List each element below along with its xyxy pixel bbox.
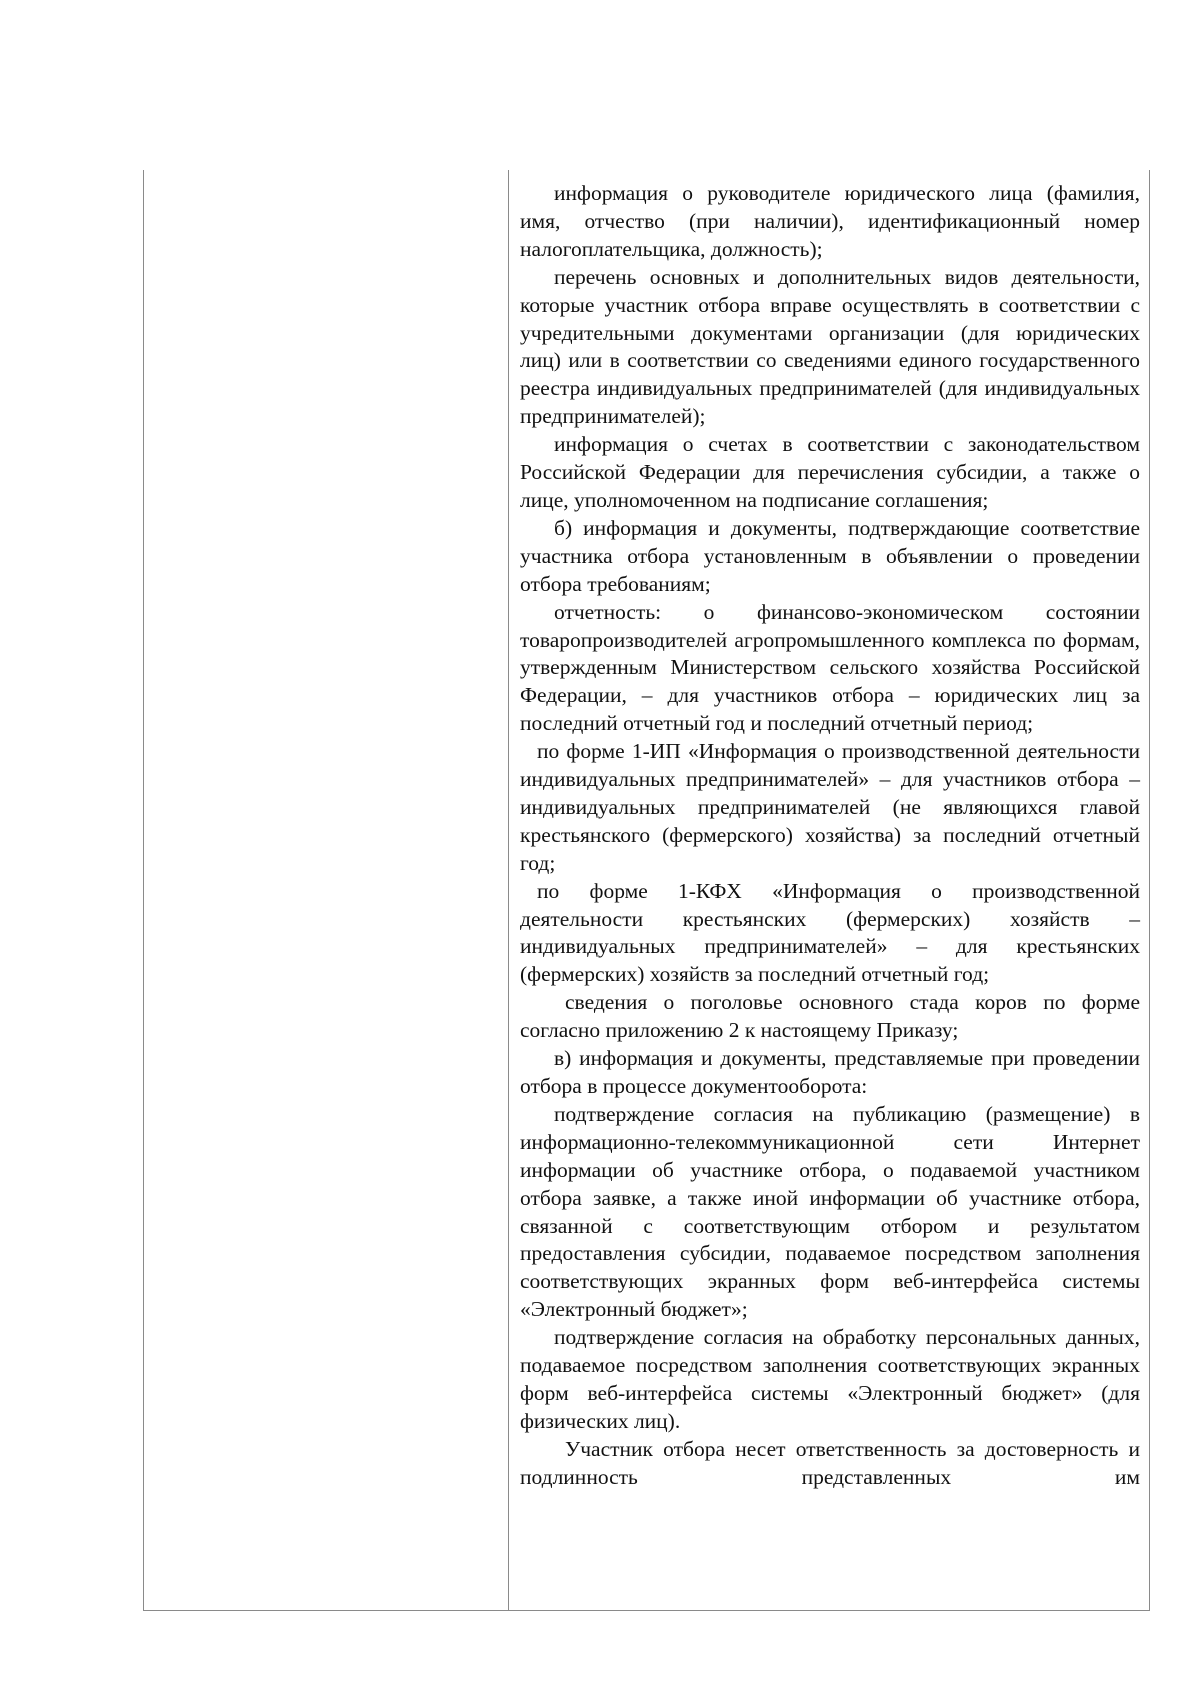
paragraph-reporting: отчетность: о финансово-экономическом состоянии товаропроизводителей агропромышленного комплекса по формам, утвержденным Министерством сельского хозяйства Российской Федерации, – для участников отбора – юридических лиц за последний отчетный год и последний отчетный период; bbox=[520, 599, 1140, 736]
paragraph-head-info: информация о руководителе юридического лица (фамилия, имя, отчество (при наличии), идентификационный номер налогоплательщика, должность); bbox=[520, 181, 1140, 261]
paragraph-responsibility: Участник отбора несет ответственность за достоверность и подлинность представленных им bbox=[520, 1436, 1140, 1489]
column-divider bbox=[508, 170, 509, 1610]
right-column-cell bbox=[520, 180, 1140, 1492]
paragraph-personal-data-consent: подтверждение согласия на обработку персональных данных, подаваемое посредством заполнения соответствующих экранных форм веб-интерфейса системы «Электронный бюджет» (для физических лиц). bbox=[520, 1325, 1140, 1433]
paragraph-publication-consent: подтверждение согласия на публикацию (размещение) в информационно-телекоммуникационной сети Интернет информации об участнике отбора, о подаваемой участником отбора заявке, а также иной информации об участнике отбора, связанной с соответствующим отбором и результатом предоставления субсидии, подаваемое посредством заполнения соответствующих экранных форм веб-интерфейса системы «Электронный бюджет»; bbox=[520, 1101, 1140, 1322]
document-table bbox=[143, 170, 1150, 1611]
paragraph-livestock: сведения о поголовье основного стада коров по форме согласно приложению 2 к настоящему Приказу; bbox=[520, 990, 1140, 1043]
paragraph-item-b: б) информация и документы, подтверждающие соответствие участника отбора установленным в объявлении о проведении отбора требованиям; bbox=[520, 515, 1140, 596]
paragraph-accounts-info: информация о счетах в соответствии с законодательством Российской Федерации для перечисления субсидии, а также о лице, уполномоченном на подписание соглашения; bbox=[520, 432, 1140, 512]
paragraph-form-1ip: по форме 1-ИП «Информация о производственной деятельности индивидуальных предпринимателей» – для участников отбора – индивидуальных предпринимателей (не являющихся главой крестьянского (фермерского) хозяйства) за последний отчетный год; bbox=[520, 739, 1140, 875]
paragraph-activity-list: перечень основных и дополнительных видов деятельности, которые участник отбора вправе осуществлять в соответствии с учредительными документами организации (для юридических лиц) или в соответствии со сведениями единого государственного реестра индивидуальных предпринимателей (для индивидуальных предпринимателей); bbox=[520, 264, 1140, 429]
paragraph-item-v: в) информация и документы, представляемые при проведении отбора в процессе документооборота: bbox=[520, 1046, 1140, 1098]
paragraph-form-1kfh: по форме 1-КФХ «Информация о производственной деятельности крестьянских (фермерских) хозяйств – индивидуальных предпринимателей» – для крестьянских (фермерских) хозяйств за последний отчетный год; bbox=[520, 878, 1140, 987]
